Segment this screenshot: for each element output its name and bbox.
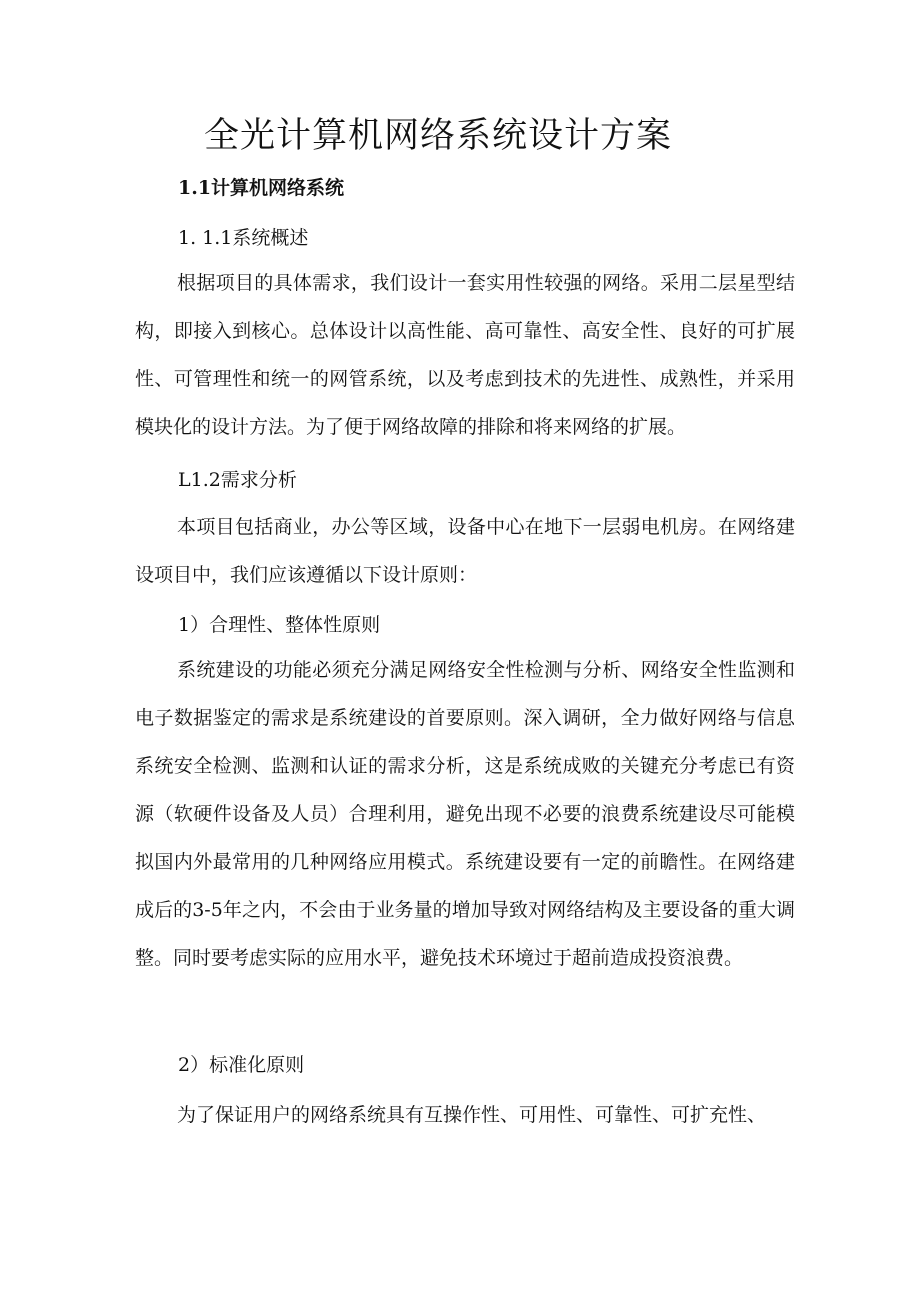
paragraph-principle-2: 为了保证用户的网络系统具有互操作性、可用性、可靠性、可扩充性、 — [177, 1104, 767, 1126]
paragraph-principle-1: 系统建设的功能必须充分满足网络安全性检测与分析、网络安全性监测和电子数据鉴定的需求是系统建设的首要原则。深入调研，全力做好网络与信息系统安全检测、监测和认证的需求分析，这是系统成败的关键充分考虑已有资源（软硬件设备及人员）合理利用，避免出现不必要的浪费系统建设尽可能模拟国内外最常用的几种网络应用模式。系统建设要有一定的前瞻性。在网络建成后的3-5年之内，不会由于业务量的增加导致对网络结构及主要设备的重大调整。同时要考虑实际的应用水平，避免技术环境过于超前造成投资浪费。 — [135, 659, 795, 969]
principle-heading-2: 2）标准化原则 — [178, 1054, 305, 1076]
paragraph-overview: 根据项目的具体需求，我们设计一套实用性较强的网络。采用二层星型结构，即接入到核心。总体设计以高性能、高可靠性、高安全性、良好的可扩展性、可管理性和统一的网管系统，以及考虑到技术的先进性、成熟性，并采用模块化的设计方法。为了便于网络故障的排除和将来网络的扩展。 — [135, 272, 795, 438]
paragraph-requirements: 本项目包括商业，办公等区域，设备中心在地下一层弱电机房。在网络建设项目中，我们应该遵循以下设计原则： — [135, 516, 795, 586]
principle-heading-1: 1）合理性、整体性原则 — [178, 614, 381, 636]
document-title: 全光计算机网络系统设计方案 — [204, 116, 673, 156]
section-heading-1-1-2: L1.2需求分析 — [178, 469, 297, 491]
section-heading-1-1-1: 1. 1.1系统概述 — [178, 227, 309, 249]
section-heading-1-1: 1.1计算机网络系统 — [178, 177, 345, 199]
